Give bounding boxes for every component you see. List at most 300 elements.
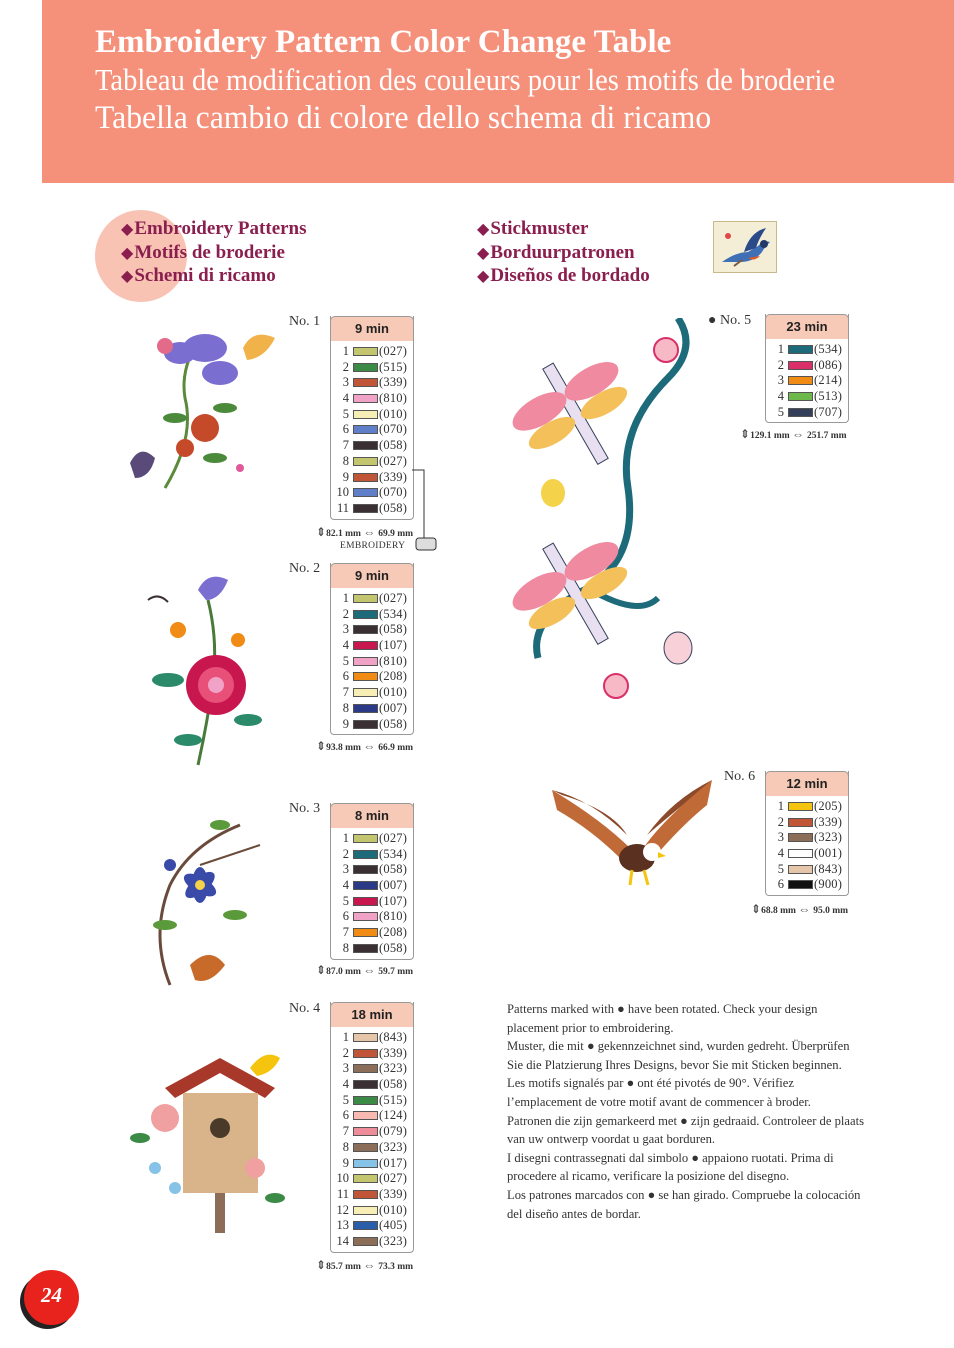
- color-row: [766, 373, 848, 389]
- thread-color-swatch: [353, 704, 378, 713]
- color-row: [331, 847, 413, 863]
- color-step-number: 3: [342, 862, 349, 877]
- thread-code: (079): [379, 1124, 408, 1139]
- thread-color-swatch: [353, 610, 378, 619]
- color-row: [331, 669, 413, 685]
- thread-color-swatch: [353, 457, 378, 466]
- pattern-dimensions: [740, 427, 847, 442]
- thread-color-swatch: [353, 1206, 378, 1215]
- thread-code: (534): [814, 342, 843, 356]
- thread-color-swatch: [353, 944, 378, 953]
- thread-code: (843): [379, 1030, 408, 1044]
- thread-color-swatch: [353, 504, 378, 513]
- color-rows: [331, 1027, 413, 1252]
- horizontal-arrow-icon: ⇔: [363, 1258, 379, 1272]
- pattern-number: No. 6: [724, 769, 756, 784]
- thread-code: (107): [379, 638, 408, 653]
- thread-color-swatch: [353, 834, 378, 843]
- color-step-number: 2: [777, 357, 784, 372]
- thread-code: (205): [814, 799, 843, 813]
- thread-code: (339): [379, 469, 408, 484]
- thread-color-swatch: [353, 1080, 378, 1089]
- note-text: zijn gedraaid. Controleer de plaats van uw ontwerp voordat u gaat borduren.: [507, 1113, 864, 1147]
- color-row: [331, 1171, 413, 1187]
- thread-color-swatch: [353, 881, 378, 890]
- heading-text: Borduurpatronen: [490, 241, 635, 263]
- color-step-number: 2: [342, 846, 349, 861]
- color-step-number: 14: [336, 1233, 349, 1248]
- color-rows: [331, 341, 413, 519]
- pattern-number-label: [708, 313, 751, 329]
- thread-color-swatch: [788, 392, 813, 401]
- thread-code: (339): [379, 1045, 408, 1060]
- title-english: Embroidery Pattern Color Change Table: [95, 24, 672, 60]
- rotated-bullet-icon: ●: [647, 1187, 656, 1202]
- dimension-width: 95.0 mm: [813, 906, 849, 916]
- color-change-table: [330, 316, 414, 520]
- embroidery-frame-label: EMBROIDERY: [340, 541, 406, 551]
- color-row: [331, 1061, 413, 1077]
- color-step-number: 2: [342, 1045, 349, 1060]
- color-row: [331, 438, 413, 454]
- color-step-number: 3: [777, 373, 784, 388]
- color-row: [331, 344, 413, 360]
- thread-color-swatch: [353, 641, 378, 650]
- thread-color-swatch: [353, 850, 378, 859]
- thread-code: (017): [379, 1155, 408, 1170]
- heading-item: [121, 242, 307, 266]
- color-row: [331, 1234, 413, 1250]
- color-step-number: 10: [336, 485, 349, 500]
- color-change-table: [330, 803, 414, 960]
- thread-code: (027): [379, 344, 408, 358]
- thread-code: (027): [379, 1171, 408, 1186]
- title-french: Tableau de modification des couleurs pour les motifs de broderie: [95, 62, 836, 97]
- dimension-height: 68.8 mm: [761, 906, 799, 916]
- thread-code: (010): [379, 1202, 408, 1217]
- thread-code: (107): [379, 893, 408, 908]
- clematis-butterfly-illustration-3: [140, 805, 280, 995]
- thread-code: (058): [379, 500, 408, 515]
- thread-code: (058): [379, 622, 408, 637]
- color-row: [331, 591, 413, 607]
- vertical-arrow-icon: ⇕: [751, 902, 762, 916]
- pattern-dimensions: [316, 963, 413, 978]
- thread-color-swatch: [788, 345, 813, 354]
- thread-code: (339): [379, 375, 408, 390]
- color-row: [766, 815, 848, 831]
- thread-code: (208): [379, 925, 408, 940]
- pattern-number: No. 3: [289, 801, 321, 816]
- thread-code: (900): [814, 877, 843, 892]
- note-text: Patterns marked with: [507, 1002, 618, 1016]
- dimension-width: 69.9 mm: [378, 529, 414, 539]
- color-row: [331, 501, 413, 517]
- vertical-arrow-icon: ⇕: [316, 739, 327, 753]
- heading-list-left: [121, 218, 307, 289]
- thread-color-swatch: [788, 833, 813, 842]
- color-step-number: 3: [777, 830, 784, 845]
- birdhouse-illustration-4: [125, 1048, 285, 1238]
- heading-text: Motifs de broderie: [134, 241, 285, 263]
- thread-code: (058): [379, 438, 408, 453]
- note-text: ont été pivotés de 90°. Vérifiez l’emplacement de votre motif avant de commencer à broder.: [507, 1076, 811, 1109]
- color-step-number: 7: [342, 925, 349, 940]
- color-row: [766, 405, 848, 421]
- pattern-number-label: [289, 561, 320, 577]
- color-step-number: 4: [342, 878, 349, 893]
- color-row: [331, 654, 413, 670]
- color-row: [766, 358, 848, 374]
- pattern-dimensions: [316, 739, 413, 754]
- thread-color-swatch: [353, 912, 378, 921]
- pattern-dimensions: [316, 525, 413, 540]
- thread-code: (515): [379, 1092, 408, 1107]
- color-rows: [331, 828, 413, 959]
- note-text: I disegni contrassegnati dal simbolo: [507, 1150, 692, 1165]
- color-step-number: 9: [342, 716, 349, 731]
- thread-color-swatch: [353, 657, 378, 666]
- thread-code: (534): [379, 606, 408, 621]
- color-step-number: 13: [336, 1218, 349, 1233]
- vertical-arrow-icon: ⇕: [316, 525, 327, 539]
- color-row: [331, 622, 413, 638]
- vertical-arrow-icon: ⇕: [316, 963, 327, 977]
- thread-color-swatch: [353, 1049, 378, 1058]
- thread-color-swatch: [353, 1174, 378, 1183]
- pattern-number: No. 2: [289, 561, 321, 576]
- note-paragraph: [507, 1186, 867, 1223]
- page-number: 24: [24, 1270, 79, 1325]
- color-step-number: 7: [342, 685, 349, 700]
- thread-code: (010): [379, 685, 408, 700]
- pattern-number: No. 4: [289, 1001, 321, 1016]
- color-row: [331, 1108, 413, 1124]
- thread-code: (007): [379, 878, 408, 893]
- note-paragraph: [507, 1000, 867, 1037]
- heading-item: [477, 242, 650, 266]
- thread-code: (070): [379, 422, 408, 437]
- color-row: [331, 407, 413, 423]
- pattern-number-label: [289, 801, 320, 817]
- thread-code: (070): [379, 485, 408, 500]
- thread-code: (810): [379, 653, 408, 668]
- color-step-number: 4: [777, 389, 784, 404]
- color-row: [331, 1218, 413, 1234]
- color-row: [331, 1140, 413, 1156]
- color-rows: [766, 796, 848, 895]
- heading-item: [121, 265, 307, 289]
- note-paragraph: [507, 1074, 867, 1111]
- color-step-number: 6: [777, 877, 784, 892]
- thread-color-swatch: [353, 865, 378, 874]
- dimension-width: 251.7 mm: [807, 431, 847, 441]
- color-row: [331, 941, 413, 957]
- thread-code: (515): [379, 359, 408, 374]
- color-change-table: [330, 1002, 414, 1253]
- thread-color-swatch: [788, 818, 813, 827]
- color-step-number: 1: [342, 591, 349, 605]
- rotation-notes: [507, 1000, 867, 1223]
- color-row: [331, 894, 413, 910]
- rose-butterfly-illustration-2: [128, 570, 278, 770]
- thread-code: (027): [379, 831, 408, 845]
- thread-code: (323): [814, 830, 843, 845]
- heading-item: [121, 218, 307, 242]
- thread-color-swatch: [353, 1033, 378, 1042]
- thread-color-swatch: [353, 473, 378, 482]
- color-row: [331, 925, 413, 941]
- dimension-height: 87.0 mm: [326, 967, 364, 977]
- color-step-number: 8: [342, 453, 349, 468]
- color-step-number: 2: [342, 359, 349, 374]
- color-step-number: 2: [342, 606, 349, 621]
- thread-code: (534): [379, 846, 408, 861]
- thread-color-swatch: [788, 849, 813, 858]
- thread-code: (124): [379, 1108, 408, 1123]
- diamond-icon: ◆: [477, 244, 490, 262]
- color-step-number: 3: [342, 1061, 349, 1076]
- color-step-number: 5: [777, 404, 784, 419]
- frame-bracket-icon: [410, 466, 440, 556]
- color-step-number: 6: [342, 909, 349, 924]
- thread-code: (810): [379, 909, 408, 924]
- color-step-number: 11: [336, 500, 349, 515]
- sewing-time: 12 min: [765, 771, 849, 796]
- thread-code: (010): [379, 406, 408, 421]
- thread-code: (214): [814, 373, 843, 388]
- color-row: [331, 638, 413, 654]
- thread-color-swatch: [353, 594, 378, 603]
- color-step-number: 3: [342, 622, 349, 637]
- pattern-dimensions: [751, 902, 848, 917]
- dimension-height: 82.1 mm: [326, 529, 364, 539]
- color-row: [331, 1046, 413, 1062]
- color-row: [331, 878, 413, 894]
- rotated-bullet-icon: ●: [691, 1150, 699, 1165]
- color-row: [331, 454, 413, 470]
- color-row: [766, 877, 848, 893]
- heading-text: Stickmuster: [490, 218, 589, 239]
- note-text: Les motifs signalés par: [507, 1076, 627, 1091]
- thread-code: (843): [814, 861, 843, 876]
- color-step-number: 7: [342, 438, 349, 453]
- color-row: [766, 342, 848, 358]
- dragonfly-illustration-5: [498, 318, 708, 718]
- color-row: [331, 717, 413, 733]
- color-row: [331, 1030, 413, 1046]
- color-row: [331, 1156, 413, 1172]
- pattern-number: No. 5: [719, 313, 752, 328]
- thread-color-swatch: [788, 408, 813, 417]
- thread-color-swatch: [353, 1159, 378, 1168]
- color-row: [766, 846, 848, 862]
- heading-list-right: [477, 218, 650, 289]
- rotated-bullet-icon: ●: [680, 1113, 688, 1128]
- heading-text: Schemi di ricamo: [134, 265, 276, 286]
- sewing-time: 23 min: [765, 314, 849, 339]
- dimension-height: 93.8 mm: [326, 743, 364, 753]
- note-paragraph: [507, 1112, 867, 1149]
- dimension-height: 129.1 mm: [750, 431, 793, 441]
- thread-code: (027): [379, 453, 408, 468]
- heading-item: [477, 218, 650, 242]
- diamond-icon: ◆: [121, 244, 134, 262]
- thread-color-swatch: [353, 1064, 378, 1073]
- color-step-number: 4: [342, 638, 349, 653]
- thread-color-swatch: [353, 425, 378, 434]
- pattern-number-label: [289, 1001, 320, 1017]
- color-step-number: 8: [342, 940, 349, 955]
- thread-color-swatch: [353, 1190, 378, 1199]
- color-row: [766, 862, 848, 878]
- vertical-arrow-icon: ⇕: [316, 1258, 327, 1272]
- thread-color-swatch: [353, 1143, 378, 1152]
- color-change-table: [330, 563, 414, 735]
- pattern-number: No. 1: [289, 314, 321, 329]
- color-row: [766, 389, 848, 405]
- color-step-number: 1: [342, 831, 349, 845]
- color-step-number: 5: [342, 653, 349, 668]
- thread-color-swatch: [353, 410, 378, 419]
- dimension-height: 85.7 mm: [326, 1262, 364, 1272]
- horizontal-arrow-icon: ⇔: [798, 902, 814, 916]
- thread-code: (339): [814, 814, 843, 829]
- thread-color-swatch: [353, 720, 378, 729]
- thread-color-swatch: [788, 880, 813, 889]
- note-text: Muster, die mit: [507, 1039, 587, 1054]
- thread-color-swatch: [353, 1111, 378, 1120]
- sewing-time: 9 min: [330, 316, 414, 341]
- thread-color-swatch: [353, 488, 378, 497]
- note-text: se han girado. Compruebe la colocación del diseño antes de bordar.: [507, 1187, 861, 1221]
- thread-color-swatch: [353, 1221, 378, 1230]
- note-text: gekennzeichnet sind, wurden gedreht. Überprüfen Sie die Platzierung Ihres Designs, bevor Sie mit Sticken beginnen.: [507, 1039, 850, 1072]
- rotated-bullet-icon: ●: [626, 1076, 635, 1091]
- color-row: [331, 360, 413, 376]
- color-step-number: 3: [342, 375, 349, 390]
- color-row: [766, 830, 848, 846]
- color-row: [331, 1077, 413, 1093]
- color-step-number: 4: [777, 846, 784, 861]
- thread-code: (810): [379, 391, 408, 406]
- thread-color-swatch: [788, 802, 813, 811]
- color-step-number: 5: [342, 1092, 349, 1107]
- color-row: [331, 470, 413, 486]
- color-step-number: 1: [342, 1030, 349, 1044]
- bird-thumbnail-image: [713, 221, 777, 273]
- horizontal-arrow-icon: ⇔: [363, 963, 379, 977]
- sewing-time: 9 min: [330, 563, 414, 588]
- color-step-number: 2: [777, 814, 784, 829]
- thread-color-swatch: [353, 897, 378, 906]
- thread-code: (058): [379, 940, 408, 955]
- color-step-number: 8: [342, 700, 349, 715]
- thread-code: (058): [379, 862, 408, 877]
- color-row: [331, 701, 413, 717]
- sewing-time: 8 min: [330, 803, 414, 828]
- diamond-icon: ◆: [121, 268, 134, 285]
- color-row: [331, 485, 413, 501]
- thread-color-swatch: [353, 441, 378, 450]
- thread-code: (058): [379, 716, 408, 731]
- color-step-number: 1: [777, 342, 784, 356]
- note-text: Los patrones marcados con: [507, 1187, 648, 1202]
- color-row: [331, 685, 413, 701]
- thread-code: (058): [379, 1077, 408, 1092]
- thread-color-swatch: [353, 928, 378, 937]
- pattern-dimensions: [316, 1258, 413, 1273]
- heading-item: [477, 265, 650, 289]
- horizontal-arrow-icon: ⇔: [792, 427, 808, 441]
- color-rows: [766, 339, 848, 422]
- note-text: Patronen die zijn gemarkeerd met: [507, 1113, 681, 1128]
- color-step-number: 7: [342, 1124, 349, 1139]
- color-step-number: 4: [342, 391, 349, 406]
- color-step-number: 5: [777, 861, 784, 876]
- color-step-number: 6: [342, 422, 349, 437]
- thread-code: (405): [379, 1218, 408, 1233]
- color-row: [331, 1187, 413, 1203]
- color-row: [331, 1203, 413, 1219]
- heading-text: Diseños de bordado: [490, 265, 650, 286]
- thread-code: (208): [379, 669, 408, 684]
- color-change-table: [765, 771, 849, 896]
- rotated-bullet-icon: ●: [708, 313, 720, 328]
- color-step-number: 5: [342, 406, 349, 421]
- thread-color-swatch: [353, 378, 378, 387]
- thread-color-swatch: [353, 688, 378, 697]
- rotated-bullet-icon: ●: [617, 1002, 625, 1016]
- thread-code: (339): [379, 1186, 408, 1201]
- thread-color-swatch: [353, 347, 378, 356]
- color-row: [331, 1093, 413, 1109]
- thread-color-swatch: [353, 1096, 378, 1105]
- note-text: appaiono ruotati. Prima di procedere al ricamo, verificare la posizione del disegno.: [507, 1150, 834, 1184]
- thread-code: (323): [379, 1233, 408, 1248]
- color-row: [331, 375, 413, 391]
- color-step-number: 9: [342, 469, 349, 484]
- color-rows: [331, 588, 413, 734]
- color-change-table: [765, 314, 849, 423]
- dimension-width: 66.9 mm: [378, 743, 414, 753]
- thread-color-swatch: [353, 672, 378, 681]
- color-row: [331, 607, 413, 623]
- color-row: [331, 831, 413, 847]
- vertical-arrow-icon: ⇕: [740, 427, 751, 441]
- note-paragraph: [507, 1037, 867, 1074]
- diamond-icon: ◆: [121, 221, 134, 238]
- flower-butterfly-illustration-1: [125, 318, 275, 498]
- thread-color-swatch: [788, 361, 813, 370]
- color-step-number: 6: [342, 669, 349, 684]
- thread-code: (323): [379, 1139, 408, 1154]
- thread-code: (323): [379, 1061, 408, 1076]
- header-banner: [42, 0, 954, 183]
- note-text: have been rotated. Check your design placement prior to embroidering.: [507, 1002, 818, 1035]
- color-step-number: 8: [342, 1139, 349, 1154]
- pattern-number-label: [724, 769, 755, 785]
- color-step-number: 11: [336, 1186, 349, 1201]
- color-row: [331, 391, 413, 407]
- thread-code: (001): [814, 846, 843, 861]
- color-step-number: 10: [336, 1171, 349, 1186]
- thread-color-swatch: [788, 865, 813, 874]
- thread-color-swatch: [353, 394, 378, 403]
- title-italian: Tabella cambio di colore dello schema di ricamo: [95, 100, 712, 136]
- color-step-number: 5: [342, 893, 349, 908]
- thread-code: (027): [379, 591, 408, 605]
